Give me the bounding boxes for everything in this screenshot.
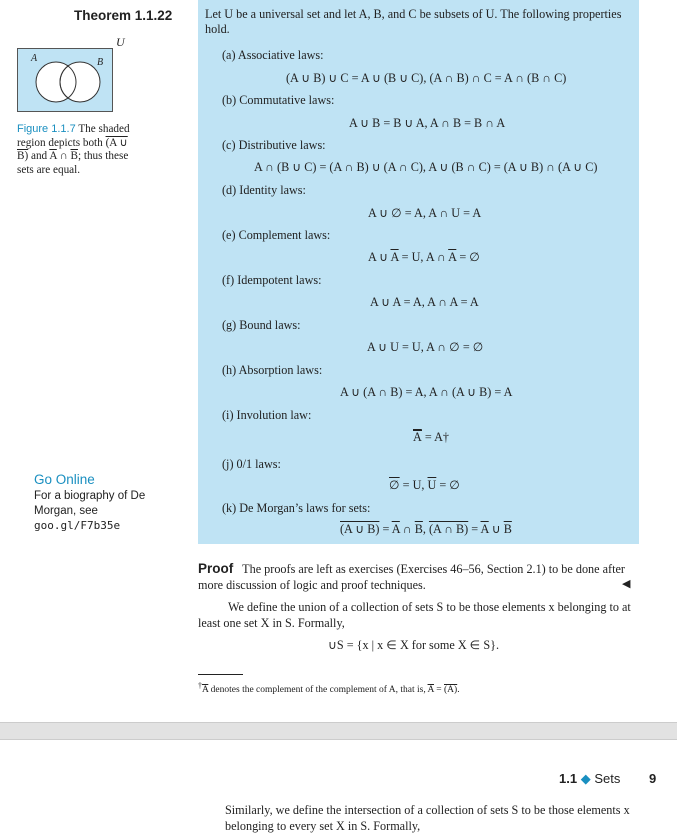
law-eq-bound: A ∪ U = U, A ∩ ∅ = ∅ bbox=[367, 340, 484, 354]
law-eq-demorgan bbox=[340, 522, 512, 537]
venn-label-a: A bbox=[31, 53, 38, 64]
demorgan-bar-1: (A ∪ B) bbox=[340, 522, 380, 536]
law-eq-commutative: A ∪ B = B ∪ A, A ∩ B = B ∩ A bbox=[349, 116, 506, 130]
demorgan-part-1: = bbox=[379, 522, 392, 536]
proof-block bbox=[198, 561, 633, 593]
figure-caption bbox=[17, 123, 132, 177]
footnote-bar-3: (A) bbox=[444, 685, 458, 696]
law-01-bar-1: ∅ bbox=[389, 478, 400, 492]
go-online-link[interactable]: goo.gl/F7b35e bbox=[34, 519, 121, 532]
involution-eq-bar: $\overline{A}$ bbox=[413, 430, 422, 444]
go-online-title: Go Online bbox=[34, 472, 95, 487]
demorgan-part-2: ∩ bbox=[399, 522, 415, 536]
law-label-complement: (e) Complement laws: bbox=[222, 228, 331, 242]
footnote-end: . bbox=[457, 685, 460, 696]
law-label-01: (j) 0/1 laws: bbox=[222, 457, 281, 471]
footnote-text: denotes the complement of the complement of A, that is, bbox=[208, 685, 428, 696]
go-online-text: For a biography of De Morgan, see bbox=[34, 490, 146, 517]
proof-text: The proofs are left as exercises (Exercises 46–56, Section 2.1) to be done after more discussion of logic and proof techniques. bbox=[198, 562, 625, 592]
figure-caption-bar-2: $\overline{A}$ bbox=[49, 150, 57, 162]
section-number: 1.1 bbox=[559, 771, 578, 786]
theorem-statement: Let U be a universal set and let A, B, and C be subsets of U. The following properties hold. bbox=[205, 7, 622, 36]
law-eq-idempotent: A ∪ A = A, A ∩ A = A bbox=[370, 295, 479, 309]
end-of-proof-icon: ◀ bbox=[622, 578, 631, 590]
theorem-title: Theorem 1.1.22 bbox=[74, 8, 173, 23]
proof-label: Proof bbox=[198, 561, 234, 576]
complement-eq-part-2: = U, A ∩ bbox=[398, 250, 449, 264]
footnote-rule bbox=[198, 674, 243, 675]
demorgan-part-5: ∪ bbox=[488, 522, 504, 536]
demorgan-bar-4: (A ∩ B) bbox=[428, 522, 469, 536]
law-label-commutative: (b) Commutative laws: bbox=[222, 93, 335, 107]
demorgan-bar-6: $\overline{B}$ bbox=[503, 522, 512, 536]
venn-diagram bbox=[17, 48, 113, 112]
law-label-bound: (g) Bound laws: bbox=[222, 318, 301, 332]
footnote-text-2: = bbox=[433, 685, 444, 696]
venn-label-b: B bbox=[97, 57, 104, 68]
page-break bbox=[0, 722, 677, 740]
complement-eq-part-1: A ∪ bbox=[368, 250, 391, 264]
intersection-definition-paragraph: Similarly, we define the intersection of a collection of sets S to be those elements x belonging to every set X in S. Formally, bbox=[225, 803, 630, 833]
figure-caption-text-4: ; thus these sets are equal. bbox=[17, 150, 129, 176]
demorgan-part-3: , bbox=[422, 522, 429, 536]
demorgan-bar-5: $\overline{A}$ bbox=[480, 522, 489, 536]
demorgan-bar-2: $\overline{A}$ bbox=[391, 522, 400, 536]
footnote-bar-1: $\overline{A}$ bbox=[201, 685, 209, 696]
figure-caption-bar-1: (A ∪ B) bbox=[17, 136, 128, 162]
law-eq-involution bbox=[413, 430, 449, 445]
running-header bbox=[559, 771, 620, 787]
demorgan-part-4: = bbox=[468, 522, 481, 536]
footnote bbox=[198, 681, 460, 695]
diamond-icon: ◆ bbox=[580, 771, 591, 786]
law-eq-01 bbox=[389, 478, 460, 493]
law-label-involution: (i) Involution law: bbox=[222, 408, 312, 422]
law-label-demorgan: (k) De Morgan’s laws for sets: bbox=[222, 501, 371, 515]
page-number: 9 bbox=[649, 771, 657, 786]
law-label-identity: (d) Identity laws: bbox=[222, 183, 306, 197]
complement-eq-bar-2: $\overline{A}$ bbox=[448, 250, 457, 264]
figure-caption-bar-3: $\overline{B}$ bbox=[70, 150, 78, 162]
law-01-bar-2: $\overline{U}$ bbox=[427, 478, 437, 492]
law-eq-absorption: A ∪ (A ∩ B) = A, A ∩ (A ∪ B) = A bbox=[340, 385, 513, 399]
law-eq-associative: (A ∪ B) ∪ C = A ∪ (B ∪ C), (A ∩ B) ∩ C = A ∩ (B ∩ C) bbox=[286, 71, 567, 85]
figure-caption-text-1: The shaded region depicts both bbox=[17, 123, 130, 149]
law-eq-identity: A ∪ ∅ = A, A ∩ U = A bbox=[368, 206, 482, 220]
law-eq-complement bbox=[368, 250, 480, 265]
complement-eq-part-3: = ∅ bbox=[456, 250, 480, 264]
venn-universe-label: U bbox=[116, 35, 125, 49]
footnote-dagger: † bbox=[198, 681, 202, 690]
law-label-idempotent: (f) Idempotent laws: bbox=[222, 273, 322, 287]
law-eq-distributive: A ∩ (B ∪ C) = (A ∩ B) ∪ (A ∩ C), A ∪ (B ∩ C) = (A ∪ B) ∩ (A ∪ C) bbox=[254, 160, 598, 174]
law-label-associative: (a) Associative laws: bbox=[222, 48, 324, 62]
law-label-distributive: (c) Distributive laws: bbox=[222, 138, 326, 152]
union-equation: ∪S = {x | x ∈ X for some X ∈ S}. bbox=[328, 638, 500, 652]
law-01-part-1: = U, bbox=[399, 478, 428, 492]
law-label-absorption: (h) Absorption laws: bbox=[222, 363, 323, 377]
law-01-part-2: = ∅ bbox=[436, 478, 460, 492]
demorgan-bar-3: $\overline{B}$ bbox=[414, 522, 423, 536]
figure-caption-text-3: ∩ bbox=[59, 150, 68, 162]
involution-eq-rest: = A† bbox=[421, 430, 450, 444]
section-title: Sets bbox=[594, 771, 621, 786]
figure-number: Figure 1.1.7 bbox=[17, 123, 76, 135]
footnote-bar-2: $\overline{A}$ bbox=[427, 685, 434, 696]
complement-eq-bar-1: $\overline{A}$ bbox=[390, 250, 399, 264]
union-definition-paragraph: We define the union of a collection of sets S to be those elements x belonging to at least one set X in S. Formally, bbox=[198, 600, 631, 630]
figure-caption-text-2: and bbox=[30, 150, 48, 162]
